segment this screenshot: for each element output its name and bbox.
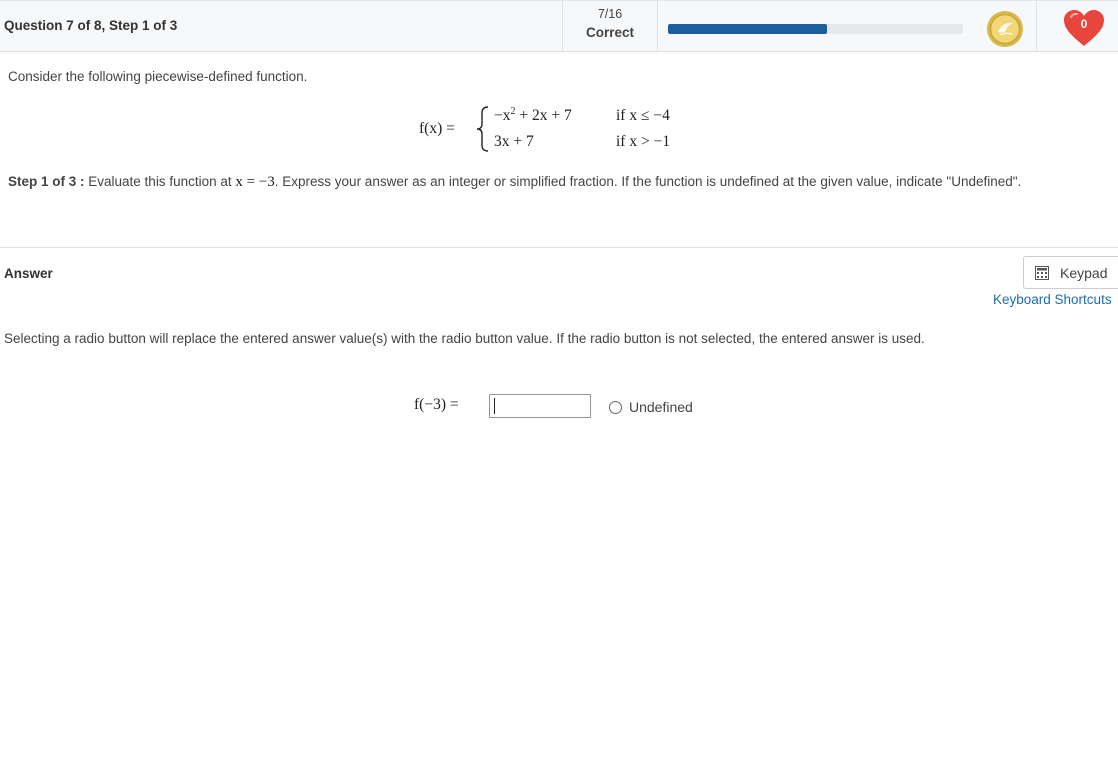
case-2-condition: if x > −1 [616,133,671,150]
text-caret [494,398,495,414]
keypad-icon [1035,266,1049,280]
keyboard-shortcuts-link[interactable]: Keyboard Shortcuts [993,292,1112,307]
answer-equation-label: f(−3) = [414,396,459,413]
hearts-count: 0 [1080,17,1088,31]
section-divider [0,247,1118,248]
step-math: x = −3 [235,174,275,190]
score-fraction: 7/16 [597,7,623,21]
question-header [0,0,1118,52]
score-box [562,1,658,52]
case-1-expression: $-x^2 + 2x + 7$ [494,106,572,124]
undefined-radio-label[interactable]: Undefined [629,399,693,415]
coin-icon [986,10,1024,48]
question-title: Question 7 of 8, Step 1 of 3 [4,18,178,33]
case-2-expression: 3x + 7 [494,133,534,150]
question-intro: Consider the following piecewise-defined function. [8,69,308,84]
progress-bar-fill [668,24,827,34]
hearts-box [1036,1,1118,52]
progress-bar [668,24,963,34]
function-label: f(x) = [419,120,455,137]
step-instructions: Step 1 of 3 : Evaluate this function at x = −3. Express your answer as an integer or simplified fraction. If the function is undefined at the given value, indicate "Undefined". [8,174,1022,190]
keypad-button[interactable]: Keypad [1023,256,1118,289]
score-label: Correct [585,25,634,40]
undefined-radio[interactable] [609,401,622,414]
left-brace-icon [476,106,490,152]
answer-label: Answer [4,266,53,281]
case-1-condition: if x ≤ −4 [616,107,670,124]
answer-input[interactable] [489,394,591,418]
step-label: Step 1 of 3 : [8,174,85,189]
radio-note: Selecting a radio button will replace the entered answer value(s) with the radio button value. If the radio button is not selected, the entered answer is used. [4,331,925,346]
